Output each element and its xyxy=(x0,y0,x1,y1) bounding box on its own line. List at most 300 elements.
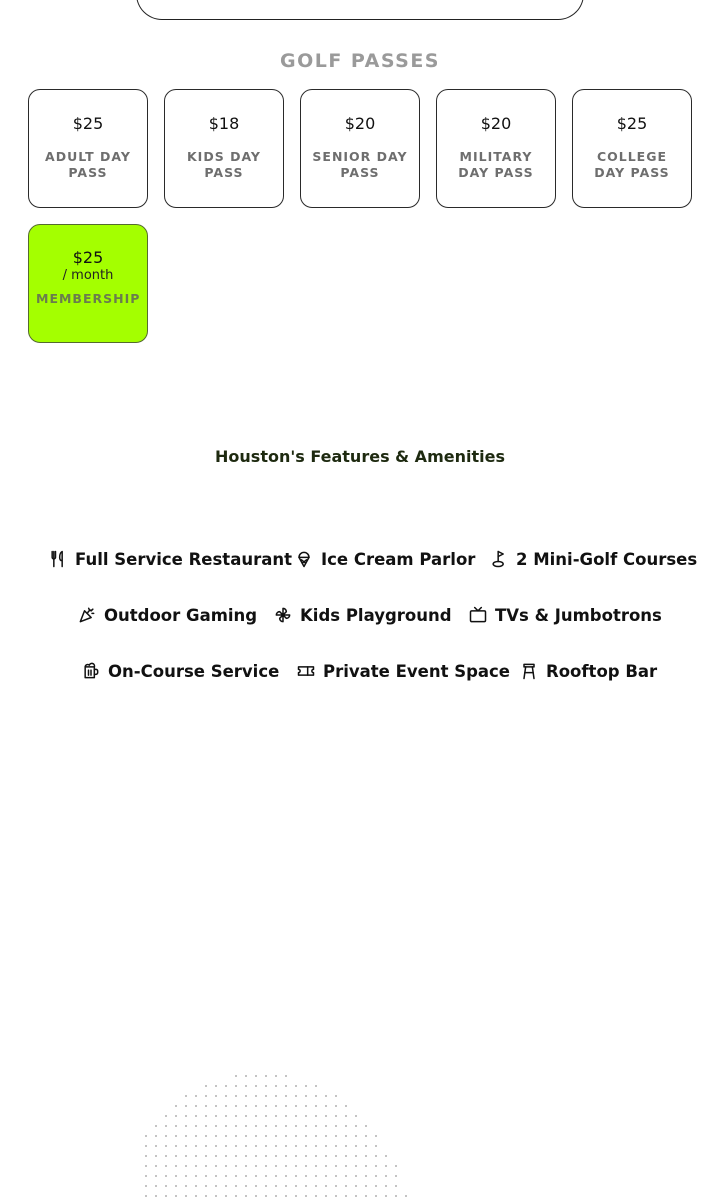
decorative-dot xyxy=(335,1125,337,1127)
pinwheel-icon xyxy=(273,605,293,625)
decorative-dot xyxy=(185,1155,187,1157)
decorative-dot xyxy=(295,1125,297,1127)
decorative-dot xyxy=(345,1185,347,1187)
decorative-dot xyxy=(295,1165,297,1167)
decorative-dot xyxy=(235,1095,237,1097)
decorative-dot xyxy=(305,1155,307,1157)
amenity-on-course-service: On-Course Service xyxy=(81,659,279,683)
decorative-dot xyxy=(305,1105,307,1107)
decorative-dot xyxy=(145,1195,147,1197)
decorative-dot xyxy=(245,1105,247,1107)
decorative-dot xyxy=(245,1095,247,1097)
decorative-dot xyxy=(325,1185,327,1187)
decorative-dot xyxy=(345,1195,347,1197)
decorative-dot xyxy=(365,1195,367,1197)
decorative-dot xyxy=(305,1175,307,1177)
pass-name: MILITARY DAY PASS xyxy=(458,149,534,180)
decorative-dot xyxy=(325,1105,327,1107)
decorative-dot xyxy=(305,1135,307,1137)
decorative-dot xyxy=(215,1145,217,1147)
decorative-dot xyxy=(335,1095,337,1097)
decorative-dot xyxy=(155,1145,157,1147)
decorative-dot xyxy=(205,1165,207,1167)
pass-price: $18 xyxy=(208,114,240,133)
decorative-dot xyxy=(235,1145,237,1147)
decorative-dot xyxy=(345,1165,347,1167)
decorative-dot xyxy=(365,1125,367,1127)
decorative-dot xyxy=(375,1185,377,1187)
pass-card-college[interactable] xyxy=(572,89,692,208)
decorative-dot xyxy=(275,1075,277,1077)
decorative-dot xyxy=(205,1135,207,1137)
decorative-dot xyxy=(255,1135,257,1137)
decorative-dot xyxy=(175,1135,177,1137)
decorative-dot xyxy=(175,1165,177,1167)
decorative-dot xyxy=(175,1195,177,1197)
decorative-dot xyxy=(245,1165,247,1167)
decorative-dot xyxy=(235,1135,237,1137)
decorative-dot xyxy=(265,1145,267,1147)
decorative-dot xyxy=(225,1085,227,1087)
decorative-dot xyxy=(275,1175,277,1177)
decorative-dot xyxy=(345,1145,347,1147)
decorative-dot xyxy=(225,1115,227,1117)
decorative-dot xyxy=(235,1175,237,1177)
decorative-dot xyxy=(185,1135,187,1137)
decorative-dot xyxy=(275,1085,277,1087)
decorative-dot xyxy=(155,1125,157,1127)
decorative-dot xyxy=(335,1135,337,1137)
decorative-dot xyxy=(335,1115,337,1117)
pass-card-military[interactable] xyxy=(436,89,556,208)
decorative-dot xyxy=(285,1175,287,1177)
decorative-dot xyxy=(255,1125,257,1127)
decorative-dot xyxy=(325,1195,327,1197)
pass-name: KIDS DAY PASS xyxy=(187,149,261,180)
decorative-dot xyxy=(195,1195,197,1197)
decorative-dot xyxy=(145,1155,147,1157)
decorative-dot xyxy=(245,1195,247,1197)
decorative-dot xyxy=(265,1175,267,1177)
pass-name: ADULT DAY PASS xyxy=(45,149,131,180)
decorative-dot xyxy=(245,1115,247,1117)
pass-price: $25 xyxy=(616,114,648,133)
decorative-dot xyxy=(185,1115,187,1117)
decorative-dot xyxy=(315,1145,317,1147)
beer-mug-icon xyxy=(81,661,101,681)
decorative-dot xyxy=(215,1165,217,1167)
pass-price: $20 xyxy=(344,114,376,133)
decorative-dot xyxy=(325,1115,327,1117)
decorative-dot xyxy=(335,1195,337,1197)
decorative-dot xyxy=(235,1165,237,1167)
decorative-dot xyxy=(265,1135,267,1137)
decorative-dot xyxy=(295,1145,297,1147)
decorative-dot xyxy=(185,1125,187,1127)
decorative-dot xyxy=(335,1185,337,1187)
decorative-dot xyxy=(195,1095,197,1097)
decorative-dot xyxy=(265,1075,267,1077)
decorative-dot xyxy=(225,1165,227,1167)
decorative-dot xyxy=(195,1125,197,1127)
fork-knife-icon xyxy=(48,549,68,569)
decorative-dot xyxy=(235,1185,237,1187)
decorative-dot xyxy=(225,1155,227,1157)
decorative-dot xyxy=(295,1085,297,1087)
decorative-dot xyxy=(285,1185,287,1187)
decorative-dot xyxy=(325,1165,327,1167)
decorative-dot xyxy=(245,1175,247,1177)
decorative-dot xyxy=(315,1155,317,1157)
decorative-dot xyxy=(305,1085,307,1087)
decorative-dot xyxy=(345,1135,347,1137)
decorative-dot xyxy=(315,1095,317,1097)
decorative-dot xyxy=(175,1105,177,1107)
decorative-dot xyxy=(295,1175,297,1177)
decorative-dot xyxy=(215,1155,217,1157)
amenity-rooftop-bar: Rooftop Bar xyxy=(519,659,657,683)
amenity-restaurant: Full Service Restaurant xyxy=(48,547,292,571)
decorative-dot xyxy=(205,1195,207,1197)
decorative-dot xyxy=(265,1105,267,1107)
decorative-dot xyxy=(255,1095,257,1097)
decorative-dot-pattern xyxy=(140,1060,420,1201)
decorative-dot xyxy=(395,1175,397,1177)
decorative-dot xyxy=(285,1125,287,1127)
decorative-dot xyxy=(315,1125,317,1127)
decorative-dot xyxy=(265,1115,267,1117)
decorative-dot xyxy=(225,1125,227,1127)
decorative-dot xyxy=(165,1165,167,1167)
decorative-dot xyxy=(375,1145,377,1147)
decorative-dot xyxy=(235,1115,237,1117)
amenity-kids-playground: Kids Playground xyxy=(273,603,452,627)
decorative-dot xyxy=(185,1105,187,1107)
membership-price: $25 xyxy=(72,248,104,267)
decorative-dot xyxy=(355,1155,357,1157)
decorative-dot xyxy=(365,1145,367,1147)
decorative-dot xyxy=(385,1185,387,1187)
decorative-dot xyxy=(145,1135,147,1137)
decorative-dot xyxy=(405,1195,407,1197)
decorative-dot xyxy=(255,1145,257,1147)
decorative-dot xyxy=(255,1185,257,1187)
decorative-dot xyxy=(245,1075,247,1077)
decorative-dot xyxy=(245,1145,247,1147)
decorative-dot xyxy=(305,1095,307,1097)
decorative-dot xyxy=(155,1155,157,1157)
decorative-dot xyxy=(265,1095,267,1097)
decorative-dot xyxy=(345,1105,347,1107)
amenity-tvs: TVs & Jumbotrons xyxy=(468,603,662,627)
decorative-dot xyxy=(195,1165,197,1167)
decorative-dot xyxy=(155,1195,157,1197)
decorative-dot xyxy=(145,1185,147,1187)
decorative-dot xyxy=(235,1195,237,1197)
decorative-dot xyxy=(195,1135,197,1137)
decorative-dot xyxy=(315,1175,317,1177)
pass-name: COLLEGE DAY PASS xyxy=(594,149,670,180)
decorative-dot xyxy=(195,1115,197,1117)
decorative-dot xyxy=(305,1145,307,1147)
decorative-dot xyxy=(295,1115,297,1117)
decorative-dot xyxy=(165,1175,167,1177)
decorative-dot xyxy=(255,1195,257,1197)
decorative-dot xyxy=(305,1165,307,1167)
decorative-dot xyxy=(245,1125,247,1127)
decorative-dot xyxy=(255,1165,257,1167)
decorative-dot xyxy=(185,1195,187,1197)
decorative-dot xyxy=(175,1185,177,1187)
decorative-dot xyxy=(285,1135,287,1137)
decorative-dot xyxy=(265,1085,267,1087)
pass-card-senior[interactable] xyxy=(300,89,420,208)
decorative-dot xyxy=(185,1185,187,1187)
decorative-dot xyxy=(165,1195,167,1197)
pass-card-membership[interactable] xyxy=(28,224,148,343)
top-pill-button[interactable] xyxy=(136,0,584,20)
decorative-dot xyxy=(335,1145,337,1147)
decorative-dot xyxy=(215,1085,217,1087)
decorative-dot xyxy=(265,1165,267,1167)
decorative-dot xyxy=(265,1125,267,1127)
decorative-dot xyxy=(355,1145,357,1147)
decorative-dot xyxy=(315,1165,317,1167)
decorative-dot xyxy=(325,1135,327,1137)
decorative-dot xyxy=(365,1185,367,1187)
decorative-dot xyxy=(375,1195,377,1197)
decorative-dot xyxy=(215,1095,217,1097)
decorative-dot xyxy=(325,1125,327,1127)
decorative-dot xyxy=(375,1165,377,1167)
decorative-dot xyxy=(205,1155,207,1157)
decorative-dot xyxy=(155,1165,157,1167)
decorative-dot xyxy=(315,1195,317,1197)
decorative-dot xyxy=(265,1195,267,1197)
decorative-dot xyxy=(165,1135,167,1137)
decorative-dot xyxy=(355,1175,357,1177)
decorative-dot xyxy=(285,1145,287,1147)
decorative-dot xyxy=(335,1165,337,1167)
decorative-dot xyxy=(315,1135,317,1137)
decorative-dot xyxy=(305,1185,307,1187)
decorative-dot xyxy=(175,1125,177,1127)
decorative-dot xyxy=(225,1105,227,1107)
decorative-dot xyxy=(235,1125,237,1127)
decorative-dot xyxy=(315,1185,317,1187)
decorative-dot xyxy=(295,1185,297,1187)
decorative-dot xyxy=(225,1195,227,1197)
decorative-dot xyxy=(285,1195,287,1197)
tv-icon xyxy=(468,605,488,625)
pass-name: SENIOR DAY PASS xyxy=(312,149,408,180)
decorative-dot xyxy=(205,1125,207,1127)
decorative-dot xyxy=(365,1165,367,1167)
decorative-dot xyxy=(165,1125,167,1127)
decorative-dot xyxy=(205,1115,207,1117)
decorative-dot xyxy=(385,1165,387,1167)
decorative-dot xyxy=(285,1115,287,1117)
decorative-dot xyxy=(355,1165,357,1167)
decorative-dot xyxy=(305,1195,307,1197)
decorative-dot xyxy=(175,1155,177,1157)
pass-card-adult[interactable] xyxy=(28,89,148,208)
amenity-ice-cream: Ice Cream Parlor xyxy=(294,547,475,571)
decorative-dot xyxy=(165,1185,167,1187)
decorative-dot xyxy=(345,1155,347,1157)
decorative-dot xyxy=(345,1115,347,1117)
decorative-dot xyxy=(235,1085,237,1087)
decorative-dot xyxy=(265,1155,267,1157)
decorative-dot xyxy=(255,1085,257,1087)
features-heading: Houston's Features & Amenities xyxy=(215,447,505,466)
decorative-dot xyxy=(215,1125,217,1127)
decorative-dot xyxy=(185,1165,187,1167)
decorative-dot xyxy=(215,1135,217,1137)
decorative-dot xyxy=(195,1155,197,1157)
decorative-dot xyxy=(375,1135,377,1137)
decorative-dot xyxy=(215,1105,217,1107)
decorative-dot xyxy=(345,1175,347,1177)
decorative-dot xyxy=(285,1095,287,1097)
decorative-dot xyxy=(325,1145,327,1147)
decorative-dot xyxy=(285,1085,287,1087)
decorative-dot xyxy=(385,1175,387,1177)
decorative-dot xyxy=(315,1115,317,1117)
decorative-dot xyxy=(355,1185,357,1187)
decorative-dot xyxy=(245,1155,247,1157)
decorative-dot xyxy=(205,1105,207,1107)
decorative-dot xyxy=(365,1155,367,1157)
decorative-dot xyxy=(375,1155,377,1157)
decorative-dot xyxy=(155,1135,157,1137)
decorative-dot xyxy=(325,1175,327,1177)
decorative-dot xyxy=(335,1155,337,1157)
decorative-dot xyxy=(275,1165,277,1167)
decorative-dot xyxy=(215,1195,217,1197)
bar-stool-icon xyxy=(519,661,539,681)
decorative-dot xyxy=(205,1145,207,1147)
decorative-dot xyxy=(355,1195,357,1197)
decorative-dot xyxy=(185,1175,187,1177)
decorative-dot xyxy=(145,1145,147,1147)
decorative-dot xyxy=(275,1095,277,1097)
decorative-dot xyxy=(195,1105,197,1107)
decorative-dot xyxy=(295,1155,297,1157)
ticket-icon xyxy=(296,661,316,681)
party-popper-icon xyxy=(77,605,97,625)
decorative-dot xyxy=(175,1115,177,1117)
decorative-dot xyxy=(245,1135,247,1137)
amenity-mini-golf: 2 Mini-Golf Courses xyxy=(489,547,697,571)
decorative-dot xyxy=(275,1145,277,1147)
decorative-dot xyxy=(235,1105,237,1107)
decorative-dot xyxy=(355,1125,357,1127)
decorative-dot xyxy=(275,1155,277,1157)
decorative-dot xyxy=(285,1075,287,1077)
pass-card-kids[interactable] xyxy=(164,89,284,208)
decorative-dot xyxy=(285,1155,287,1157)
amenity-outdoor-gaming: Outdoor Gaming xyxy=(77,603,257,627)
decorative-dot xyxy=(365,1135,367,1137)
decorative-dot xyxy=(315,1085,317,1087)
decorative-dot xyxy=(335,1175,337,1177)
decorative-dot xyxy=(305,1115,307,1117)
decorative-dot xyxy=(285,1165,287,1167)
decorative-dot xyxy=(295,1105,297,1107)
decorative-dot xyxy=(275,1135,277,1137)
decorative-dot xyxy=(275,1105,277,1107)
membership-name: MEMBERSHIP xyxy=(36,291,141,306)
ice-cream-icon xyxy=(294,549,314,569)
decorative-dot xyxy=(255,1105,257,1107)
decorative-dot xyxy=(175,1145,177,1147)
decorative-dot xyxy=(355,1135,357,1137)
decorative-dot xyxy=(275,1195,277,1197)
decorative-dot xyxy=(145,1175,147,1177)
decorative-dot xyxy=(265,1185,267,1187)
decorative-dot xyxy=(375,1175,377,1177)
amenity-private-event: Private Event Space xyxy=(296,659,510,683)
decorative-dot xyxy=(215,1115,217,1117)
decorative-dot xyxy=(235,1075,237,1077)
decorative-dot xyxy=(165,1115,167,1117)
decorative-dot xyxy=(325,1095,327,1097)
decorative-dot xyxy=(225,1185,227,1187)
decorative-dot xyxy=(165,1145,167,1147)
decorative-dot xyxy=(155,1175,157,1177)
decorative-dot xyxy=(215,1185,217,1187)
decorative-dot xyxy=(255,1175,257,1177)
decorative-dot xyxy=(295,1135,297,1137)
decorative-dot xyxy=(255,1115,257,1117)
decorative-dot xyxy=(175,1175,177,1177)
decorative-dot xyxy=(245,1185,247,1187)
decorative-dot xyxy=(225,1095,227,1097)
decorative-dot xyxy=(275,1115,277,1117)
golf-passes-title: GOLF PASSES xyxy=(279,50,440,72)
golf-icon xyxy=(489,549,509,569)
decorative-dot xyxy=(385,1195,387,1197)
decorative-dot xyxy=(205,1185,207,1187)
decorative-dot xyxy=(195,1145,197,1147)
decorative-dot xyxy=(275,1125,277,1127)
decorative-dot xyxy=(335,1105,337,1107)
decorative-dot xyxy=(225,1135,227,1137)
decorative-dot xyxy=(205,1095,207,1097)
decorative-dot xyxy=(295,1095,297,1097)
decorative-dot xyxy=(185,1095,187,1097)
decorative-dot xyxy=(305,1125,307,1127)
decorative-dot xyxy=(215,1175,217,1177)
decorative-dot xyxy=(255,1155,257,1157)
decorative-dot xyxy=(145,1165,147,1167)
decorative-dot xyxy=(385,1155,387,1157)
decorative-dot xyxy=(185,1145,187,1147)
decorative-dot xyxy=(285,1105,287,1107)
decorative-dot xyxy=(195,1175,197,1177)
decorative-dot xyxy=(395,1195,397,1197)
decorative-dot xyxy=(205,1175,207,1177)
decorative-dot xyxy=(165,1155,167,1157)
decorative-dot xyxy=(355,1115,357,1117)
decorative-dot xyxy=(225,1145,227,1147)
decorative-dot xyxy=(225,1175,227,1177)
pass-price: $20 xyxy=(480,114,512,133)
decorative-dot xyxy=(315,1105,317,1107)
decorative-dot xyxy=(275,1185,277,1187)
decorative-dot xyxy=(325,1155,327,1157)
